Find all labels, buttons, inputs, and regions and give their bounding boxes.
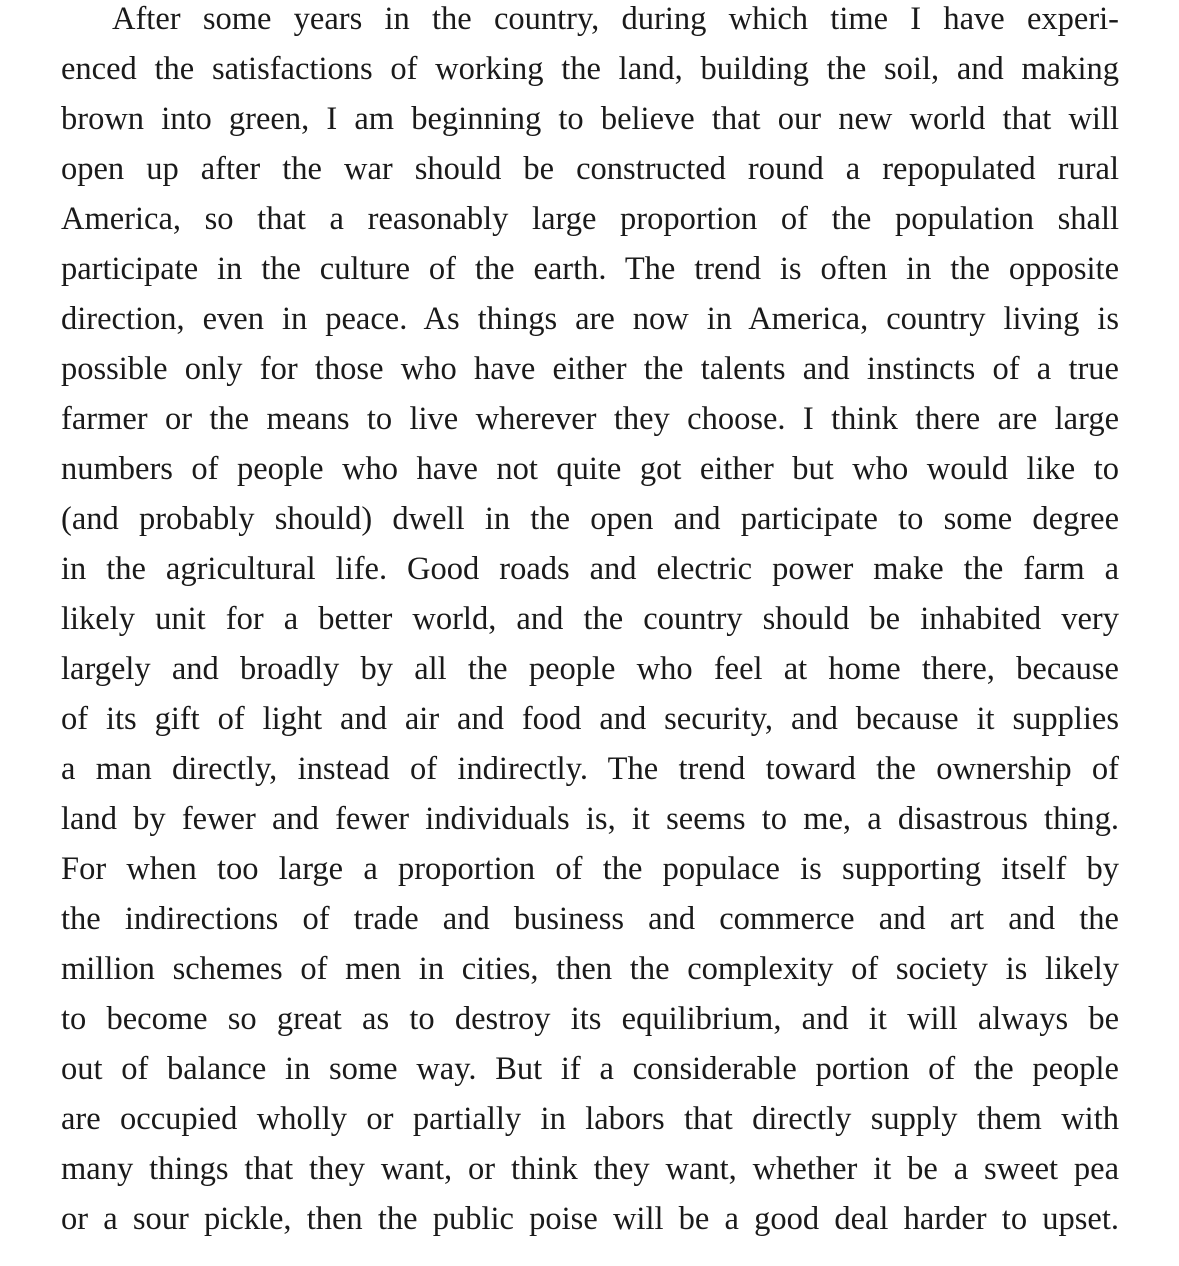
paragraph-line: in the agricultural life. Good roads and electric power make the farm a [61, 551, 1119, 587]
paragraph-line: of its gift of light and air and food and security, and because it supplies [61, 701, 1119, 737]
paragraph-line: possible only for those who have either the talents and instincts of a true [61, 351, 1119, 387]
paragraph-line: (and probably should) dwell in the open and participate to some degree [61, 501, 1119, 537]
paragraph-line: America, so that a reasonably large proportion of the population shall [61, 201, 1119, 237]
body-paragraph [61, 0, 1119, 1244]
paragraph-line: farmer or the means to live wherever they choose. I think there are large [61, 401, 1119, 437]
document-page [61, 0, 1119, 1266]
paragraph-line: direction, even in peace. As things are now in America, country living is [61, 301, 1119, 337]
paragraph-line: participate in the culture of the earth. The trend is often in the opposite [61, 251, 1119, 287]
paragraph-line: numbers of people who have not quite got either but who would like to [61, 451, 1119, 487]
paragraph-line: largely and broadly by all the people who feel at home there, because [61, 651, 1119, 687]
paragraph-line: brown into green, I am beginning to believe that our new world that will [61, 101, 1119, 137]
paragraph-line: For when too large a proportion of the populace is supporting itself by [61, 851, 1119, 887]
paragraph-line: or a sour pickle, then the public poise will be a good deal harder to upset. [61, 1201, 1119, 1237]
paragraph-line: the indirections of trade and business and commerce and art and the [61, 901, 1119, 937]
paragraph-line: land by fewer and fewer individuals is, it seems to me, a disastrous thing. [61, 801, 1119, 837]
paragraph-line: open up after the war should be constructed round a repopulated rural [61, 151, 1119, 187]
paragraph-line: likely unit for a better world, and the country should be inhabited very [61, 601, 1119, 637]
paragraph-line: a man directly, instead of indirectly. The trend toward the ownership of [61, 751, 1119, 787]
paragraph-line: After some years in the country, during which time I have experi- [112, 1, 1119, 37]
paragraph-line: are occupied wholly or partially in labors that directly supply them with [61, 1101, 1119, 1137]
paragraph-line: to become so great as to destroy its equilibrium, and it will always be [61, 1001, 1119, 1037]
paragraph-line: million schemes of men in cities, then the complexity of society is likely [61, 951, 1119, 987]
paragraph-line: many things that they want, or think they want, whether it be a sweet pea [61, 1151, 1119, 1187]
paragraph-line: enced the satisfactions of working the land, building the soil, and making [61, 51, 1119, 87]
paragraph-line: out of balance in some way. But if a considerable portion of the people [61, 1051, 1119, 1087]
